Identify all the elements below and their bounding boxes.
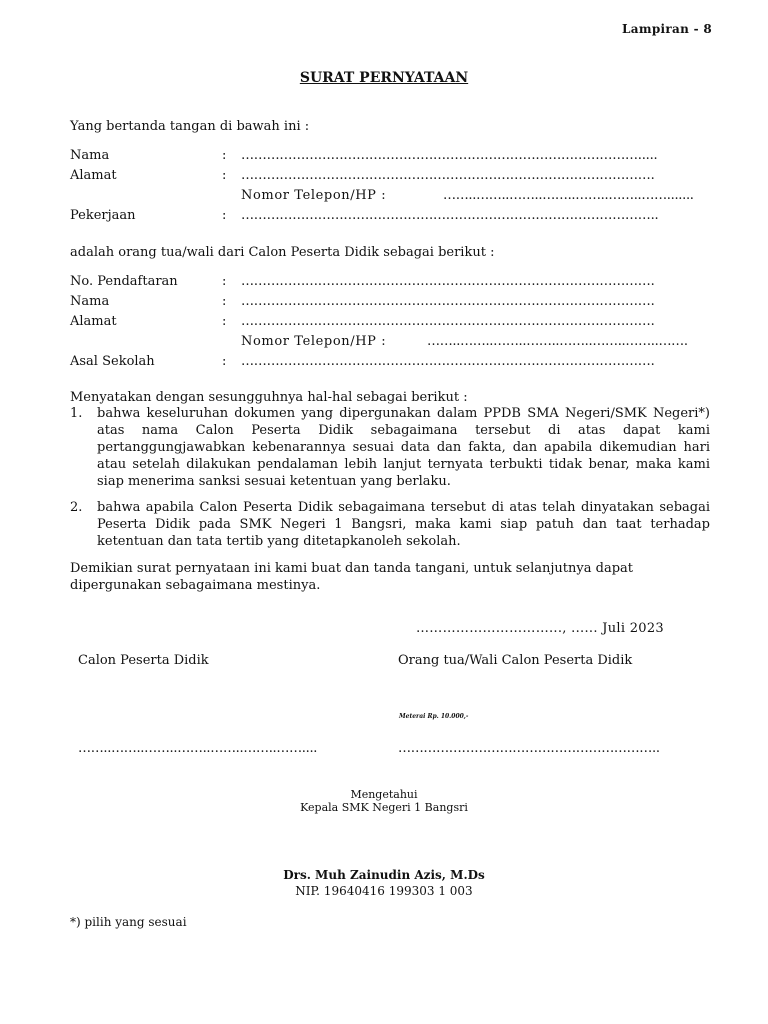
item-number: 2. [70, 500, 83, 515]
fill-line: ……..……..……..……..……..……..……....... [443, 188, 694, 203]
signature-right-line: …………………………………………………….. [398, 741, 660, 756]
item-text: bahwa keseluruhan dokumen yang dipergunakan dalam PPDB SMA Negeri/SMK Negeri*) atas nama Calon Peserta Didik sebagaimana tersebut di atas dapat kami pertanggungjawabkan kebenarannya sesuai data dan fakta, dan apabila dikemudian hari atau setelah dilakukan pendalaman lebih lanjut ternyata terbukti tidak benar, maka kami siap menerima sanksi sesuai ketentuan yang berlaku. [97, 406, 710, 489]
fill-line: ……………………………………………………………………………………. [241, 274, 655, 289]
principal-name: Drs. Muh Zainudin Azis, M.Ds [283, 868, 485, 882]
field-label: Nama [70, 294, 110, 309]
field-label: Nomor Telepon/HP : [241, 188, 387, 203]
item-text: bahwa apabila Calon Peserta Didik sebagaimana tersebut di atas telah dinyatakan sebagai Peserta Didik pada SMK Negeri 1 Bangsri, maka kami siap patuh dan taat terhadap ketentuan dan tata tertib yang ditetapkanoleh sekolah. [97, 500, 710, 549]
field-colon: : [222, 168, 227, 183]
signature-right-title: Orang tua/Wali Calon Peserta Didik [398, 653, 633, 668]
field-colon: : [222, 314, 227, 329]
statement-item [70, 405, 710, 491]
fill-line: ……………………………………………………………………………………. [241, 354, 655, 369]
field-colon: : [222, 274, 227, 289]
fill-line: …………………………………………………………………………………….. [241, 208, 659, 223]
footnote: *) pilih yang sesuai [70, 915, 187, 929]
field-label: Alamat [70, 168, 117, 183]
fill-line: ……..……..……..……..……..……..……..……. [427, 334, 688, 349]
fill-line: ……………………………………………………………………………………. [241, 168, 655, 183]
field-label: Nama [70, 148, 110, 163]
acknowledge-label: Mengetahui [350, 788, 418, 801]
meterai-note: Meterai Rp. 10.000,- [399, 713, 469, 720]
field-label: Alamat [70, 314, 117, 329]
principal-nip: NIP. 19640416 199303 1 003 [295, 884, 473, 898]
document-title: SURAT PERNYATAAN [299, 70, 469, 86]
signature-left-title: Calon Peserta Didik [78, 653, 209, 668]
relation-text: adalah orang tua/wali dari Calon Peserta Didik sebagai berikut : [70, 245, 495, 260]
lampiran-label: Lampiran - 8 [622, 22, 712, 36]
acknowledge-position: Kepala SMK Negeri 1 Bangsri [300, 801, 468, 814]
field-colon: : [222, 148, 227, 163]
field-label: No. Pendaftaran [70, 274, 178, 289]
fill-line: …………………………………………………………………………………..... [241, 148, 658, 163]
signature-left-line: ……..……..……..……..……..……..…….... [78, 741, 318, 756]
statement-intro: Menyatakan dengan sesungguhnya hal-hal sebagai berikut : [70, 390, 468, 405]
field-colon: : [222, 208, 227, 223]
statement-item [70, 499, 710, 551]
place-date: …………………………..., ...... Juli 2023 [416, 621, 665, 636]
fill-line: ……………………………………………………………………………………. [241, 314, 655, 329]
field-colon: : [222, 294, 227, 309]
field-label: Nomor Telepon/HP : [241, 334, 387, 349]
field-label: Asal Sekolah [70, 354, 155, 369]
field-label: Pekerjaan [70, 208, 136, 223]
field-colon: : [222, 354, 227, 369]
intro-text: Yang bertanda tangan di bawah ini : [70, 119, 310, 134]
closing-text: Demikian surat pernyataan ini kami buat dan tanda tangani, untuk selanjutnya dapat dipergunakan sebagaimana mestinya. [70, 561, 633, 593]
fill-line: ……………………………………………………………………………………. [241, 294, 655, 309]
item-number: 1. [70, 406, 83, 421]
